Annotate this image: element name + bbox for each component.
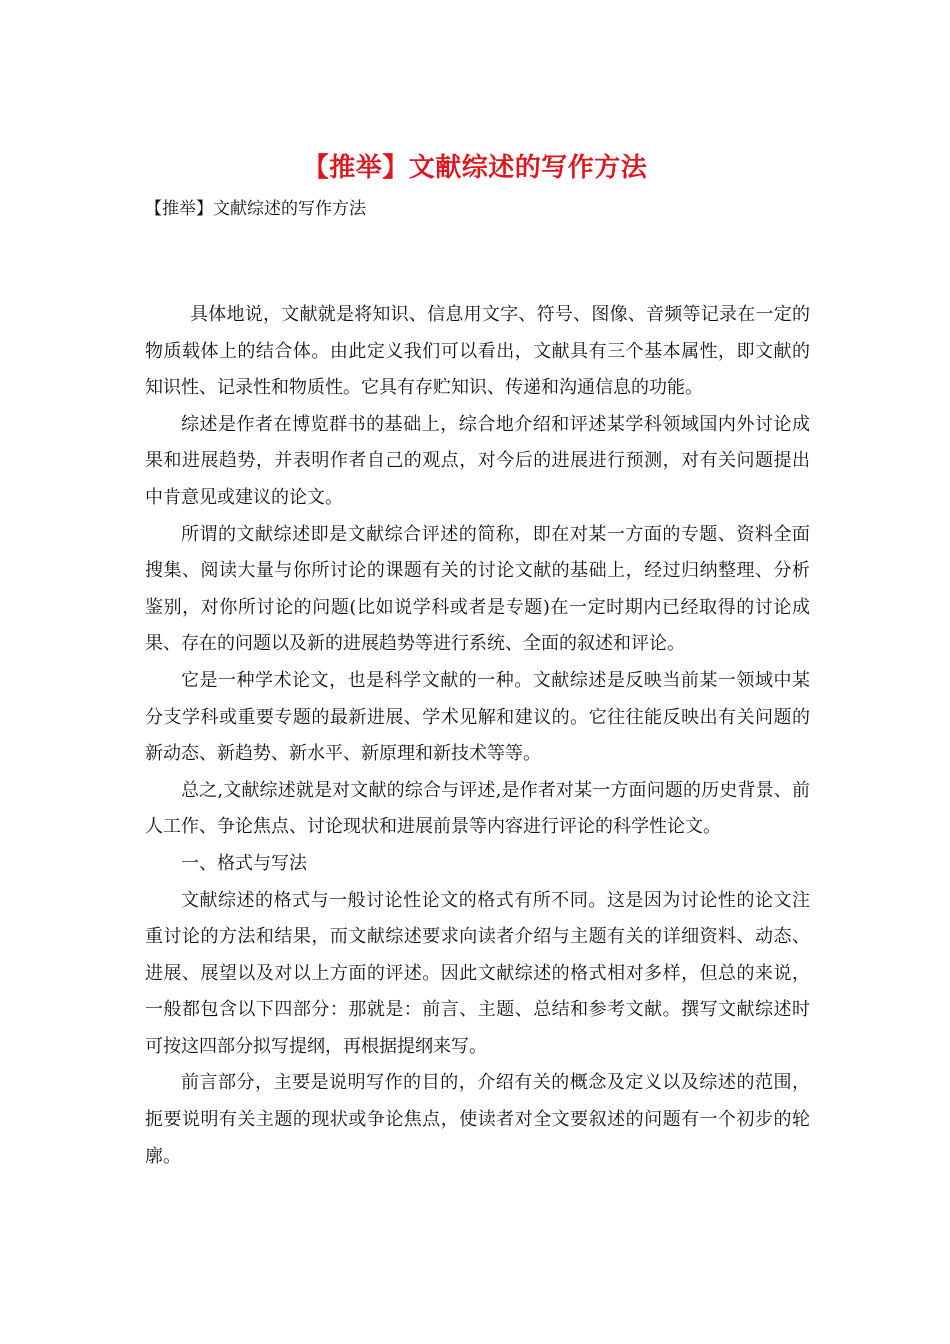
paragraph: 总之,文献综述就是对文献的综合与评述,是作者对某一方面问题的历史背景、前人工作、争论焦点、讨论现状和进展前景等内容进行评论的科学性论文。 [145,779,810,838]
paragraph: 前言部分，主要是说明写作的目的，介绍有关的概念及定义以及综述的范围，扼要说明有关主题的现状或争论焦点，使读者对全文要叙述的问题有一个初步的轮廓。 [145,1072,810,1167]
paragraph: 综述是作者在博览群书的基础上，综合地介绍和评述某学科领域国内外讨论成果和进展趋势，并表明作者自己的观点，对今后的进展进行预测，对有关问题提出中肯意见或建议的论文。 [145,413,810,508]
section-heading: 一、格式与写法 [181,852,307,874]
document-subtitle: 【推举】文献综述的写作方法 [145,199,366,219]
document-title: 【推举】文献综述的写作方法 [302,153,648,183]
document-body [145,297,810,1175]
paragraph: 所谓的文献综述即是文献综合评述的简称，即在对某一方面的专题、资料全面搜集、阅读大量与你所讨论的课题有关的讨论文献的基础上，经过归纳整理、分析鉴别，对你所讨论的问题(比如说学科或者是专题)在一定时期内已经取得的讨论成果、存在的问题以及新的进展趋势等进行系统、全面的叙述和评论。 [145,523,810,655]
paragraph: 文献综述的格式与一般讨论性论文的格式有所不同。这是因为讨论性的论文注重讨论的方法和结果，而文献综述要求向读者介绍与主题有关的详细资料、动态、进展、展望以及对以上方面的评述。因此文献综述的格式相对多样，但总的来说，一般都包含以下四部分：那就是：前言、主题、总结和参考文献。撰写文献综述时可按这四部分拟写提纲，再根据提纲来写。 [145,889,810,1057]
paragraph: 具体地说，文献就是将知识、信息用文字、符号、图像、音频等记录在一定的物质载体上的结合体。由此定义我们可以看出，文献具有三个基本属性，即文献的知识性、记录性和物质性。它具有存贮知识、传递和沟通信息的功能。 [145,304,810,399]
paragraph: 它是一种学术论文，也是科学文献的一种。文献综述是反映当前某一领域中某分支学科或重要专题的最新进展、学术见解和建议的。它往往能反映出有关问题的新动态、新趋势、新水平、新原理和新技术等等。 [145,669,810,765]
